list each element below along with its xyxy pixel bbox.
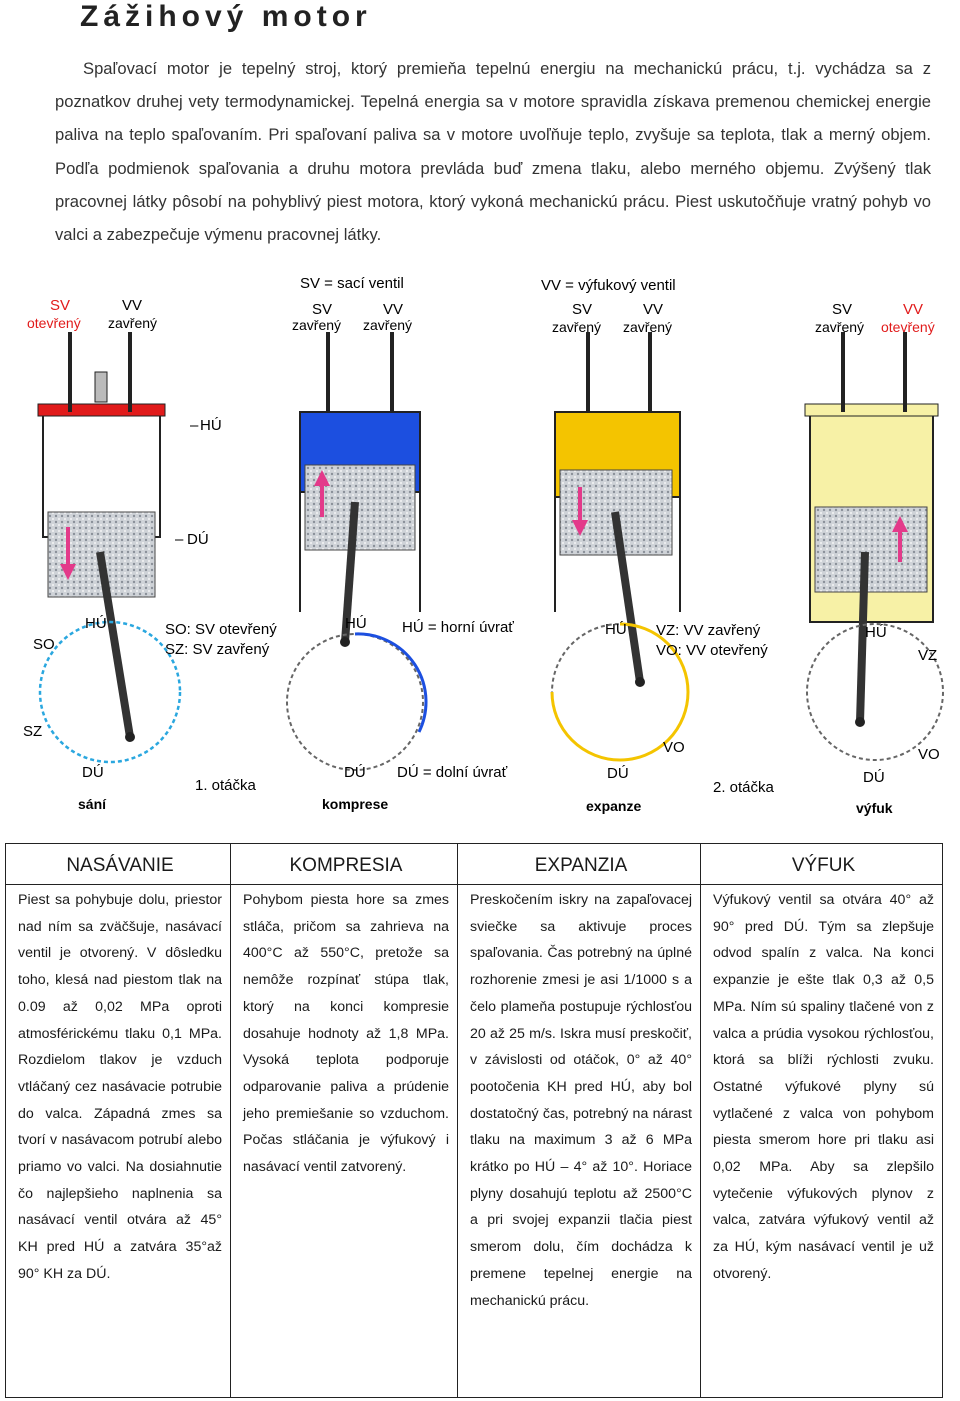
- hu-label: HÚ: [605, 621, 627, 638]
- vv-state-label: zavřený: [623, 319, 673, 335]
- header-intake: NASÁVANIE: [6, 844, 231, 885]
- cylinder-compression: [287, 301, 426, 812]
- turn-1-label: 1. otáčka: [195, 777, 256, 794]
- legend-so: SO: SV otevřený: [165, 621, 277, 638]
- hu-marker-label: HÚ: [200, 417, 222, 434]
- sv-state-label: zavřený: [815, 319, 865, 335]
- hu-label: HÚ: [865, 624, 887, 641]
- vv-label: VV: [122, 297, 143, 314]
- sv-label: SV: [832, 301, 853, 318]
- legend-vv: VV = výfukový ventil: [541, 277, 676, 294]
- legend-sz: SZ: SV zavřený: [165, 641, 270, 658]
- stage-label-compression: komprese: [322, 796, 389, 812]
- legend-vz: VZ: VV zavřený: [656, 622, 761, 639]
- du-label: DÚ: [863, 769, 885, 786]
- stroke-table: [5, 843, 943, 1398]
- sv-state-label: zavřený: [552, 319, 602, 335]
- hu-label: HÚ: [345, 615, 367, 632]
- turn-2-label: 2. otáčka: [713, 779, 774, 796]
- cylinder-intake: [23, 297, 180, 812]
- header-expansion: EXPANZIA: [458, 844, 701, 885]
- page-title: Zážihový motor: [80, 0, 372, 33]
- vo-label: VO: [663, 739, 685, 756]
- vv-state-label: otevřený: [881, 319, 935, 335]
- hu-label: HÚ: [85, 615, 107, 632]
- intro-paragraph: [55, 52, 931, 251]
- du-marker-label: DÚ: [187, 531, 209, 548]
- piston: [815, 507, 927, 592]
- header-compression: KOMPRESIA: [231, 844, 458, 885]
- hu-marker: –: [190, 417, 199, 434]
- cell-exhaust: Výfukový ventil sa otvára 40° až 90° pred DÚ. Tým sa zlepšuje odvod spalín z valca. Na konci expanzie je ešte tlak 0,3 až 0,5 MPa. Ním sú spaliny tlačené von z valca a prúdia vysokou rýchlosťou, ktorá sa blíži rýchlosti zvuku. Ostatné výfukové plyny sú vytlačené z valca von pohybom piesta smerom hore pri tlaku asi 0,02 MPa. Aby sa zlepšilo vytečenie výfukových plynov z valca, zatvára výfukový ventil až za HÚ, kým nasávací ventil je už otvorený.: [701, 885, 943, 1398]
- stage-label-expansion: expanze: [586, 798, 642, 814]
- cell-compression: Pohybom piesta hore sa zmes stláča, pričom sa zahrieva na 400°C až 550°C, pretože sa nemôže rozpínať stúpa tlak, ktorý na konci kompresie dosahuje hodnoty až 1,8 MPa. Vysoká teplota podporuje odparovanie paliva a prúdenie jeho premiešanie so vzduchom. Počas stláčania je výfukový i nasávací ventil zatvorený.: [231, 885, 458, 1398]
- sv-label: SV: [50, 297, 71, 314]
- legend-hu: HÚ = horní úvrať: [402, 619, 514, 636]
- sz-label: SZ: [23, 723, 43, 740]
- sv-label: SV: [572, 301, 593, 318]
- four-stroke-diagram: [0, 262, 960, 832]
- header-exhaust: VÝFUK: [701, 844, 943, 885]
- cylinder-exhaust: [805, 301, 943, 816]
- sv-state-label: otevřený: [27, 315, 81, 331]
- cell-expansion: Preskočením iskry na zapaľovacej sviečke sa aktivuje proces spaľovania. Čas potrebný na úplné rozhorenie zmesi je asi 1/1000 s a čelo plameňa postupuje rýchlosťou 20 až 25 m/s. Iskra musí preskočiť, v závislosti od otáčok, 0° až 40° pootočenia KH pred HÚ, aby bol dostatočný čas, potrebný na nárast tlaku na maximum 3 až 6 MPa krátko po HÚ – 4° až 10°. Horiace plyny dosahujú teplotu až 2500°C a pri svojej expanzii tlačia piest smerom dolu, čím dochádza k premene tepelnej energie na mechanickú prácu.: [458, 885, 701, 1398]
- vv-state-label: zavřený: [108, 315, 158, 331]
- du-label: DÚ: [344, 764, 366, 781]
- vo-label: VO: [918, 746, 940, 763]
- sv-state-label: zavřený: [292, 317, 342, 333]
- table-header-row: [6, 844, 943, 885]
- intro-text: Spaľovací motor je tepelný stroj, ktorý premieňa tepelnú energiu na mechanickú prácu, t.j. vychádza sa z poznatkov druhej vety termodynamickej. Tepelná energia sa v motore spravidla získava premenou chemickej energie paliva na teplo spaľovaním. Pri spaľovaní paliva sa v motore uvoľňuje teplo, zvyšuje sa teplota, tlak a merný objem. Podľa podmienok spaľovania a druhu motora prevláda buď zmena tlaku, alebo merného objemu. Zvýšený tlak pracovnej látky pôsobí na pohyblivý piest motora, ktorý vykoná mechanickú prácu. Piest uskutočňuje vratný pohyb vo valci a zabezpečuje výmenu pracovnej látky.: [55, 59, 931, 245]
- cylinder-expansion: [552, 301, 688, 814]
- table-row: [6, 885, 943, 1398]
- du-label: DÚ: [82, 764, 104, 781]
- sv-label: SV: [312, 301, 333, 318]
- cell-intake: Piest sa pohybuje dolu, priestor nad ním sa zväčšuje, nasávací ventil je otvorený. V dôsledku toho, klesá nad piestom tlak na 0.09 až 0,02 MPa oproti atmosférickému tlaku 0,1 MPa. Rozdielom tlakov je vzduch vtláčaný cez nasávacie potrubie do valca. Západná zmes sa tvorí v nasávacom potrubí alebo priamo vo valci. Na dosiahnutie čo najlepšieho naplnenia sa nasávací ventil otvára až 45° KH pred HÚ a zatvára 35°až 90° KH za DÚ.: [6, 885, 231, 1398]
- vv-label: VV: [383, 301, 404, 318]
- du-label: DÚ: [607, 765, 629, 782]
- legend-vo: VO: VV otevřený: [656, 642, 768, 659]
- vv-label: VV: [903, 301, 924, 318]
- du-marker: –: [175, 531, 184, 548]
- legend-sv: SV = sací ventil: [300, 275, 404, 292]
- vz-label: VZ: [918, 647, 938, 664]
- vv-label: VV: [643, 301, 664, 318]
- stage-label-exhaust: výfuk: [856, 800, 893, 816]
- vv-state-label: zavřený: [363, 317, 413, 333]
- so-label: SO: [33, 636, 55, 653]
- legend-du: DÚ = dolní úvrať: [397, 764, 508, 781]
- stage-label-intake: sání: [78, 796, 107, 812]
